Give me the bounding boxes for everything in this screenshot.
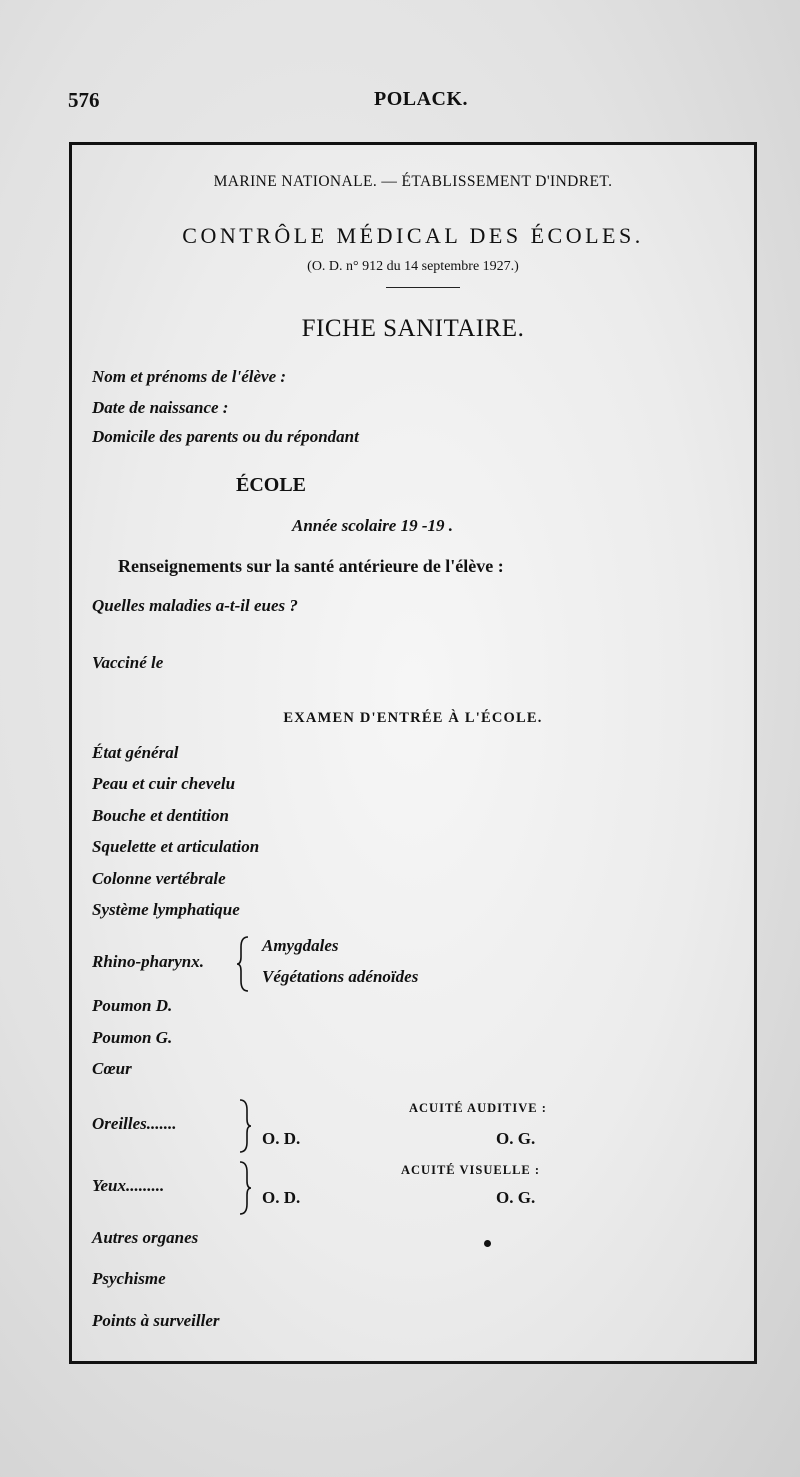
- school-heading: ÉCOLE: [236, 474, 307, 496]
- points-to-watch-field: Points à surveiller: [92, 1311, 220, 1330]
- sheet-title: FICHE SANITAIRE.: [301, 315, 525, 342]
- exam-item: État général: [92, 743, 179, 762]
- ink-speck: [484, 1240, 491, 1247]
- ears-brace: [236, 1098, 252, 1154]
- exam-item: Système lymphatique: [92, 900, 240, 919]
- hearing-acuity-heading: ACUITÉ AUDITIVE :: [409, 1101, 547, 1115]
- visual-acuity-heading: ACUITÉ VISUELLE :: [401, 1163, 541, 1177]
- rhino-brace: [236, 935, 252, 993]
- parents-address-field: Domicile des parents ou du répondant: [92, 427, 359, 446]
- left-lung-field: Poumon G.: [92, 1028, 173, 1047]
- organization-line: MARINE NATIONALE. — ÉTABLISSEMENT D'INDRET.: [213, 173, 613, 190]
- page-number: 576: [68, 88, 100, 112]
- health-record-form: [69, 142, 757, 1364]
- other-organs-field: Autres organes: [92, 1228, 199, 1247]
- vaccination-field: Vacciné le: [92, 653, 164, 672]
- page-header: [68, 88, 732, 118]
- past-diseases-field: Quelles maladies a-t-il eues ?: [92, 596, 298, 615]
- exam-item: Colonne vertébrale: [92, 869, 226, 888]
- student-name-field: Nom et prénoms de l'élève :: [92, 367, 287, 386]
- health-history-heading: Renseignements sur la santé antérieure de l'élève :: [118, 556, 504, 576]
- exam-item: Bouche et dentition: [92, 806, 229, 825]
- eyes-right-field: O. D.: [262, 1188, 301, 1207]
- title-divider: [386, 287, 460, 288]
- school-year-field: Année scolaire 19 -19 .: [292, 516, 454, 535]
- heart-field: Cœur: [92, 1059, 132, 1078]
- birth-date-field: Date de naissance :: [92, 398, 229, 417]
- tonsils-field: Amygdales: [262, 936, 339, 955]
- psychism-field: Psychisme: [92, 1269, 166, 1288]
- ears-label: Oreilles.......: [92, 1114, 177, 1133]
- eyes-label: Yeux.........: [92, 1176, 165, 1195]
- entrance-exam-heading: EXAMEN D'ENTRÉE À L'ÉCOLE.: [283, 710, 543, 726]
- eyes-brace: [236, 1160, 252, 1216]
- ears-right-field: O. D.: [262, 1129, 301, 1148]
- running-head: POLACK.: [374, 88, 469, 110]
- form-title: CONTRÔLE MÉDICAL DES ÉCOLES.: [182, 223, 644, 248]
- exam-item: Peau et cuir chevelu: [92, 774, 236, 793]
- right-lung-field: Poumon D.: [92, 996, 173, 1015]
- eyes-left-field: O. G.: [496, 1188, 536, 1207]
- adenoids-field: Végétations adénoïdes: [262, 967, 419, 986]
- ears-left-field: O. G.: [496, 1129, 536, 1148]
- rhino-pharynx-label: Rhino-pharynx.: [92, 952, 204, 971]
- decree-reference: (O. D. n° 912 du 14 septembre 1927.): [307, 259, 519, 274]
- exam-item: Squelette et articulation: [92, 837, 260, 856]
